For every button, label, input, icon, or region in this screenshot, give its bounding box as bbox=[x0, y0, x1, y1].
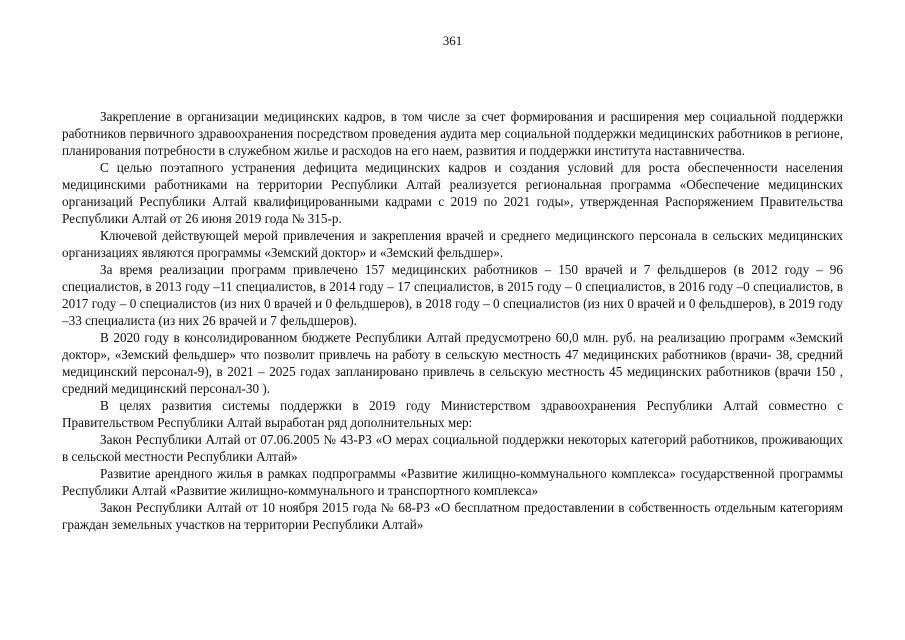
paragraph-additional-measures: В целях развития системы поддержки в 2019 году Министерством здравоохранения Республики Алтай совместно с Правительством Республики Алтай выработан ряд дополнительных мер: bbox=[62, 398, 843, 430]
paragraph-key-measure: Ключевой действующей мерой привлечения и закрепления врачей и среднего медицинского персонала в сельских медицинских организациях являются программы «Земский доктор» и «Земский фельдшер». bbox=[62, 228, 843, 260]
document-body bbox=[62, 108, 843, 533]
paragraph-budget-2020: В 2020 году в консолидированном бюджете Республики Алтай предусмотрено 60,0 млн. руб. на реализацию программ «Земский доктор», «Земский фельдшер» что позволит привлечь на работу в сельскую местность 47 медицинских работников (врачи- 38, средний медицинский персонал-9), в 2021 – 2025 годах запланировано привлечь в сельскую местность 45 медицинских работников (врачи 150 , средний медицинский персонал-30 ). bbox=[62, 330, 843, 396]
paragraph-rental-housing: Развитие арендного жилья в рамках подпрограммы «Развитие жилищно-коммунального комплекса» государственной программы Республики Алтай «Развитие жилищно-коммунального и транспортного комплекса» bbox=[62, 466, 843, 498]
paragraph-program-results: За время реализации программ привлечено 157 медицинских работников – 150 врачей и 7 фельдшеров (в 2012 году – 96 специалистов, в 2013 году –11 специалистов, в 2014 году – 17 специалистов, в 2015 году – 0 специалистов, в 2016 году –0 специалистов, в 2017 году – 0 специалистов (из них 0 врачей и 0 фельдшеров), в 2018 году – 0 специалистов (из них 0 врачей и 0 фельдшеров), в 2019 году –33 специалиста (из них 26 врачей и 7 фельдшеров). bbox=[62, 262, 843, 328]
paragraph-law-43: Закон Республики Алтай от 07.06.2005 № 43-РЗ «О мерах социальной поддержки некоторых категорий работников, проживающих в сельской местности Республики Алтай» bbox=[62, 432, 843, 464]
page-number: 361 bbox=[442, 33, 463, 48]
paragraph-regional-program: С целью поэтапного устранения дефицита медицинских кадров и создания условий для роста обеспеченности населения медицинскими работниками на территории Республики Алтай реализуется региональная программа «Обеспечение медицинских организаций Республики Алтай квалифицированными кадрами с 2019 по 2021 годы», утвержденная Распоряжением Правительства Республики Алтай от 26 июня 2019 года № 315-р. bbox=[62, 160, 843, 226]
paragraph-law-68: Закон Республики Алтай от 10 ноября 2015 года № 68-РЗ «О бесплатном предоставлении в собственность отдельным категориям граждан земельных участков на территории Республики Алтай» bbox=[62, 500, 843, 532]
paragraph-staff-retention: Закрепление в организации медицинских кадров, в том числе за счет формирования и расширения мер социальной поддержки работников первичного здравоохранения посредством проведения аудита мер социальной поддержки медицинских работников в регионе, планирования потребности в служебном жилье и расходов на его наем, развития и поддержки института наставничества. bbox=[62, 109, 843, 158]
